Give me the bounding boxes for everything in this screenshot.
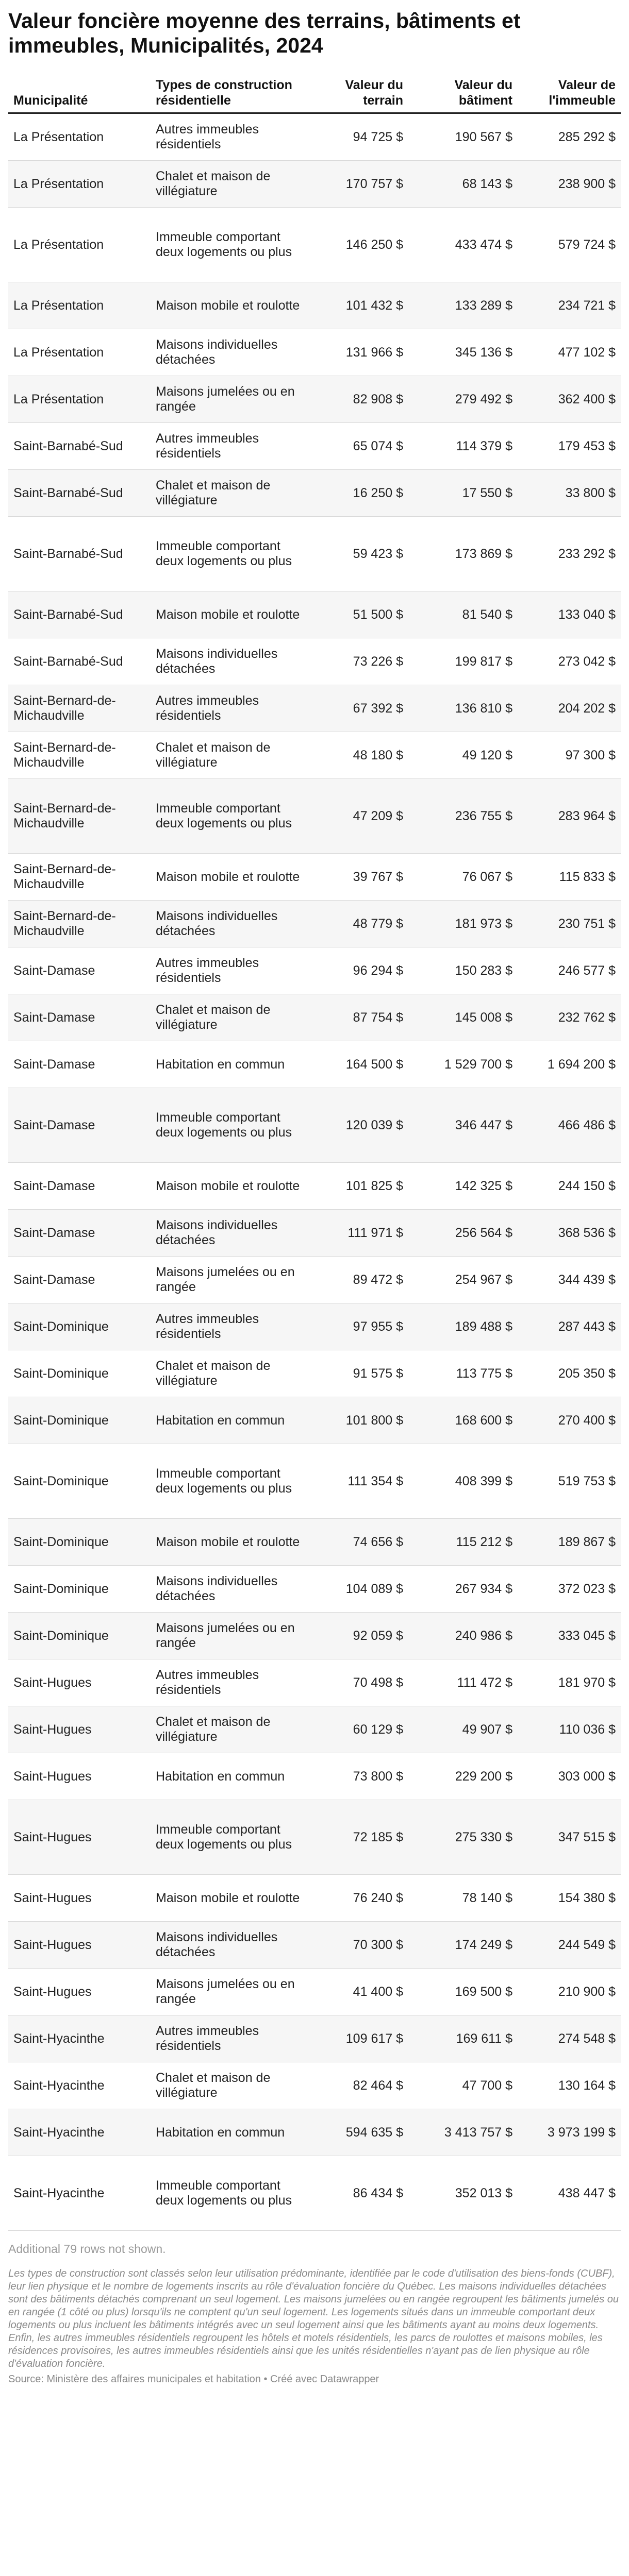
table-row — [8, 2062, 621, 2109]
cell-municipality: Saint-Damase — [8, 1163, 151, 1210]
table-row — [8, 423, 621, 470]
column-header-building-value[interactable]: Valeur du bâtiment — [408, 73, 518, 113]
cell-building-value: 169 500 $ — [408, 1969, 518, 2015]
cell-municipality: Saint-Damase — [8, 994, 151, 1041]
cell-property-value: 270 400 $ — [518, 1397, 621, 1444]
column-header-land-value[interactable]: Valeur du terrain — [305, 73, 408, 113]
cell-building-value: 346 447 $ — [408, 1088, 518, 1163]
cell-property-value: 1 694 200 $ — [518, 1041, 621, 1088]
cell-municipality: Saint-Hyacinthe — [8, 2109, 151, 2156]
cell-land-value: 47 209 $ — [305, 779, 408, 854]
cell-building-value: 115 212 $ — [408, 1519, 518, 1566]
cell-land-value: 111 354 $ — [305, 1444, 408, 1519]
cell-property-value: 189 867 $ — [518, 1519, 621, 1566]
cell-construction-type: Immeuble comportant deux logements ou plus — [151, 1444, 305, 1519]
cell-land-value: 89 472 $ — [305, 1257, 408, 1303]
cell-building-value: 1 529 700 $ — [408, 1041, 518, 1088]
table-row — [8, 1444, 621, 1519]
cell-municipality: Saint-Bernard-de-Michaudville — [8, 685, 151, 732]
table-row — [8, 2156, 621, 2231]
cell-land-value: 120 039 $ — [305, 1088, 408, 1163]
cell-municipality: La Présentation — [8, 113, 151, 161]
cell-building-value: 279 492 $ — [408, 376, 518, 423]
cell-property-value: 115 833 $ — [518, 854, 621, 901]
cell-building-value: 189 488 $ — [408, 1303, 518, 1350]
table-row — [8, 1350, 621, 1397]
cell-municipality: Saint-Barnabé-Sud — [8, 591, 151, 638]
table-row — [8, 854, 621, 901]
cell-building-value: 49 907 $ — [408, 1706, 518, 1753]
cell-property-value: 133 040 $ — [518, 591, 621, 638]
cell-municipality: Saint-Hugues — [8, 1922, 151, 1969]
table-row — [8, 113, 621, 161]
cell-land-value: 86 434 $ — [305, 2156, 408, 2231]
cell-property-value: 519 753 $ — [518, 1444, 621, 1519]
cell-building-value: 114 379 $ — [408, 423, 518, 470]
table-row — [8, 517, 621, 591]
table-row — [8, 1397, 621, 1444]
cell-land-value: 97 955 $ — [305, 1303, 408, 1350]
cell-property-value: 33 800 $ — [518, 470, 621, 517]
cell-construction-type: Maison mobile et roulotte — [151, 854, 305, 901]
cell-property-value: 210 900 $ — [518, 1969, 621, 2015]
cell-building-value: 275 330 $ — [408, 1800, 518, 1875]
cell-building-value: 136 810 $ — [408, 685, 518, 732]
cell-land-value: 594 635 $ — [305, 2109, 408, 2156]
cell-property-value: 466 486 $ — [518, 1088, 621, 1163]
cell-municipality: Saint-Bernard-de-Michaudville — [8, 854, 151, 901]
cell-land-value: 82 908 $ — [305, 376, 408, 423]
cell-municipality: Saint-Dominique — [8, 1303, 151, 1350]
table-row — [8, 994, 621, 1041]
cell-land-value: 70 498 $ — [305, 1659, 408, 1706]
column-header-type[interactable]: Types de construction résidentielle — [151, 73, 305, 113]
cell-construction-type: Autres immeubles résidentiels — [151, 1303, 305, 1350]
cell-building-value: 173 869 $ — [408, 517, 518, 591]
cell-land-value: 96 294 $ — [305, 947, 408, 994]
cell-municipality: Saint-Dominique — [8, 1397, 151, 1444]
cell-land-value: 146 250 $ — [305, 208, 408, 282]
cell-municipality: Saint-Damase — [8, 1088, 151, 1163]
cell-land-value: 65 074 $ — [305, 423, 408, 470]
more-rows-note: Additional 79 rows not shown. — [8, 2242, 166, 2256]
cell-building-value: 150 283 $ — [408, 947, 518, 994]
cell-construction-type: Maisons individuelles détachées — [151, 1566, 305, 1613]
cell-building-value: 236 755 $ — [408, 779, 518, 854]
header-row — [8, 73, 621, 113]
cell-building-value: 47 700 $ — [408, 2062, 518, 2109]
cell-property-value: 368 536 $ — [518, 1210, 621, 1257]
cell-property-value: 273 042 $ — [518, 638, 621, 685]
cell-construction-type: Maisons individuelles détachées — [151, 901, 305, 947]
cell-property-value: 97 300 $ — [518, 732, 621, 779]
cell-municipality: Saint-Dominique — [8, 1444, 151, 1519]
cell-municipality: Saint-Hyacinthe — [8, 2156, 151, 2231]
cell-construction-type: Maison mobile et roulotte — [151, 282, 305, 329]
cell-building-value: 81 540 $ — [408, 591, 518, 638]
cell-municipality: Saint-Barnabé-Sud — [8, 517, 151, 591]
table-row — [8, 1088, 621, 1163]
table-row — [8, 1753, 621, 1800]
table-row — [8, 376, 621, 423]
cell-land-value: 111 971 $ — [305, 1210, 408, 1257]
table-row — [8, 947, 621, 994]
table-row — [8, 1969, 621, 2015]
cell-construction-type: Chalet et maison de villégiature — [151, 1706, 305, 1753]
cell-municipality: Saint-Damase — [8, 1257, 151, 1303]
cell-land-value: 82 464 $ — [305, 2062, 408, 2109]
cell-building-value: 256 564 $ — [408, 1210, 518, 1257]
source-credit: Source: Ministère des affaires municipales et habitation • Créé avec Datawrapper — [8, 2374, 379, 2385]
cell-property-value: 347 515 $ — [518, 1800, 621, 1875]
cell-property-value: 438 447 $ — [518, 2156, 621, 2231]
cell-property-value: 362 400 $ — [518, 376, 621, 423]
cell-land-value: 72 185 $ — [305, 1800, 408, 1875]
cell-property-value: 179 453 $ — [518, 423, 621, 470]
cell-construction-type: Autres immeubles résidentiels — [151, 947, 305, 994]
cell-construction-type: Maison mobile et roulotte — [151, 1163, 305, 1210]
page-title: Valeur foncière moyenne des terrains, bâtiments et immeubles, Municipalités, 2024 — [8, 9, 521, 57]
cell-municipality: Saint-Hugues — [8, 1753, 151, 1800]
cell-property-value: 181 970 $ — [518, 1659, 621, 1706]
table-row — [8, 161, 621, 208]
cell-municipality: La Présentation — [8, 329, 151, 376]
cell-property-value: 579 724 $ — [518, 208, 621, 282]
cell-building-value: 169 611 $ — [408, 2015, 518, 2062]
table-row — [8, 732, 621, 779]
cell-land-value: 101 825 $ — [305, 1163, 408, 1210]
cell-building-value: 3 413 757 $ — [408, 2109, 518, 2156]
cell-construction-type: Maisons individuelles détachées — [151, 1922, 305, 1969]
cell-land-value: 48 180 $ — [305, 732, 408, 779]
cell-land-value: 94 725 $ — [305, 113, 408, 161]
cell-property-value: 154 380 $ — [518, 1875, 621, 1922]
cell-municipality: Saint-Hugues — [8, 1875, 151, 1922]
cell-property-value: 285 292 $ — [518, 113, 621, 161]
cell-municipality: Saint-Hugues — [8, 1659, 151, 1706]
cell-construction-type: Maisons jumelées ou en rangée — [151, 1613, 305, 1659]
cell-municipality: Saint-Hyacinthe — [8, 2015, 151, 2062]
cell-property-value: 232 762 $ — [518, 994, 621, 1041]
cell-building-value: 145 008 $ — [408, 994, 518, 1041]
table-row — [8, 1659, 621, 1706]
cell-property-value: 230 751 $ — [518, 901, 621, 947]
cell-building-value: 76 067 $ — [408, 854, 518, 901]
cell-construction-type: Autres immeubles résidentiels — [151, 2015, 305, 2062]
cell-property-value: 274 548 $ — [518, 2015, 621, 2062]
cell-property-value: 205 350 $ — [518, 1350, 621, 1397]
cell-construction-type: Maisons individuelles détachées — [151, 329, 305, 376]
cell-land-value: 59 423 $ — [305, 517, 408, 591]
cell-property-value: 303 000 $ — [518, 1753, 621, 1800]
cell-construction-type: Habitation en commun — [151, 2109, 305, 2156]
table-row — [8, 1613, 621, 1659]
cell-construction-type: Immeuble comportant deux logements ou plus — [151, 2156, 305, 2231]
cell-property-value: 130 164 $ — [518, 2062, 621, 2109]
cell-building-value: 190 567 $ — [408, 113, 518, 161]
cell-construction-type: Habitation en commun — [151, 1753, 305, 1800]
table-row — [8, 685, 621, 732]
cell-municipality: Saint-Bernard-de-Michaudville — [8, 732, 151, 779]
cell-land-value: 170 757 $ — [305, 161, 408, 208]
cell-property-value: 244 150 $ — [518, 1163, 621, 1210]
cell-construction-type: Habitation en commun — [151, 1041, 305, 1088]
cell-property-value: 246 577 $ — [518, 947, 621, 994]
table-row — [8, 1210, 621, 1257]
cell-construction-type: Chalet et maison de villégiature — [151, 470, 305, 517]
table-row — [8, 329, 621, 376]
cell-property-value: 344 439 $ — [518, 1257, 621, 1303]
cell-land-value: 70 300 $ — [305, 1922, 408, 1969]
table-header — [8, 73, 621, 113]
cell-land-value: 92 059 $ — [305, 1613, 408, 1659]
cell-building-value: 111 472 $ — [408, 1659, 518, 1706]
cell-municipality: Saint-Hugues — [8, 1969, 151, 2015]
cell-building-value: 267 934 $ — [408, 1566, 518, 1613]
cell-building-value: 133 289 $ — [408, 282, 518, 329]
cell-building-value: 433 474 $ — [408, 208, 518, 282]
cell-land-value: 131 966 $ — [305, 329, 408, 376]
table-row — [8, 901, 621, 947]
cell-construction-type: Chalet et maison de villégiature — [151, 994, 305, 1041]
cell-property-value: 283 964 $ — [518, 779, 621, 854]
cell-construction-type: Chalet et maison de villégiature — [151, 1350, 305, 1397]
cell-property-value: 477 102 $ — [518, 329, 621, 376]
cell-construction-type: Maisons jumelées ou en rangée — [151, 376, 305, 423]
cell-construction-type: Autres immeubles résidentiels — [151, 1659, 305, 1706]
cell-municipality: Saint-Bernard-de-Michaudville — [8, 779, 151, 854]
cell-land-value: 39 767 $ — [305, 854, 408, 901]
cell-building-value: 17 550 $ — [408, 470, 518, 517]
cell-construction-type: Chalet et maison de villégiature — [151, 732, 305, 779]
cell-construction-type: Maison mobile et roulotte — [151, 1875, 305, 1922]
cell-municipality: Saint-Hugues — [8, 1800, 151, 1875]
cell-building-value: 408 399 $ — [408, 1444, 518, 1519]
cell-building-value: 199 817 $ — [408, 638, 518, 685]
cell-construction-type: Chalet et maison de villégiature — [151, 2062, 305, 2109]
cell-land-value: 101 800 $ — [305, 1397, 408, 1444]
cell-land-value: 60 129 $ — [305, 1706, 408, 1753]
data-table — [8, 73, 621, 2231]
cell-land-value: 76 240 $ — [305, 1875, 408, 1922]
cell-construction-type: Maison mobile et roulotte — [151, 1519, 305, 1566]
cell-land-value: 87 754 $ — [305, 994, 408, 1041]
cell-land-value: 41 400 $ — [305, 1969, 408, 2015]
cell-municipality: Saint-Dominique — [8, 1566, 151, 1613]
footnote: Les types de construction sont classés selon leur utilisation prédominante, identifiée par le code d'utilisation des biens-fonds (CUBF), leur lien physique et le nombre de logements inscrits au rôle d'évaluation foncière du Québec. Les maisons individuelles détachées sont des bâtiments détachés comprenant un seul logement. Les maisons jumelées ou en rangée regroupent les bâtiments jumelés ou en rangée (1 côté ou plus) lorsqu'ils ne comptent qu'un seul logement. Les logements situés dans un immeuble comportant deux logements ou plus incluent les bâtiments intégrés avec un seul logement ainsi que les bâtiments ayant au moins deux logements. Enfin, les autres immeubles résidentiels regroupent les hôtels et motels résidentiels, les parcs de roulottes et maisons mobiles, les résidences provisoires, les autres immeubles résidentiels ainsi que les unités résidentielles n'ayant pas de lien physique au rôle d'évaluation foncière. — [8, 2268, 619, 2369]
cell-land-value: 51 500 $ — [305, 591, 408, 638]
cell-municipality: Saint-Barnabé-Sud — [8, 423, 151, 470]
table-row — [8, 208, 621, 282]
table-row — [8, 779, 621, 854]
cell-land-value: 91 575 $ — [305, 1350, 408, 1397]
cell-municipality: La Présentation — [8, 282, 151, 329]
cell-construction-type: Maisons jumelées ou en rangée — [151, 1969, 305, 2015]
table-row — [8, 2109, 621, 2156]
cell-land-value: 73 800 $ — [305, 1753, 408, 1800]
table-body — [8, 113, 621, 2231]
cell-building-value: 49 120 $ — [408, 732, 518, 779]
cell-construction-type: Immeuble comportant deux logements ou plus — [151, 779, 305, 854]
cell-municipality: Saint-Bernard-de-Michaudville — [8, 901, 151, 947]
cell-building-value: 181 973 $ — [408, 901, 518, 947]
cell-construction-type: Maisons individuelles détachées — [151, 1210, 305, 1257]
cell-municipality: Saint-Hugues — [8, 1706, 151, 1753]
cell-municipality: La Présentation — [8, 376, 151, 423]
cell-construction-type: Habitation en commun — [151, 1397, 305, 1444]
cell-building-value: 352 013 $ — [408, 2156, 518, 2231]
cell-property-value: 333 045 $ — [518, 1613, 621, 1659]
table-row — [8, 1922, 621, 1969]
cell-municipality: Saint-Dominique — [8, 1350, 151, 1397]
table-row — [8, 2015, 621, 2062]
table-row — [8, 282, 621, 329]
cell-property-value: 3 973 199 $ — [518, 2109, 621, 2156]
table-row — [8, 1303, 621, 1350]
cell-construction-type: Maisons individuelles détachées — [151, 638, 305, 685]
cell-property-value: 204 202 $ — [518, 685, 621, 732]
cell-property-value: 244 549 $ — [518, 1922, 621, 1969]
cell-municipality: La Présentation — [8, 208, 151, 282]
table-row — [8, 1163, 621, 1210]
cell-construction-type: Immeuble comportant deux logements ou plus — [151, 208, 305, 282]
cell-building-value: 168 600 $ — [408, 1397, 518, 1444]
cell-land-value: 67 392 $ — [305, 685, 408, 732]
cell-land-value: 164 500 $ — [305, 1041, 408, 1088]
cell-municipality: Saint-Damase — [8, 947, 151, 994]
cell-building-value: 240 986 $ — [408, 1613, 518, 1659]
table-row — [8, 1706, 621, 1753]
cell-municipality: Saint-Barnabé-Sud — [8, 638, 151, 685]
cell-property-value: 372 023 $ — [518, 1566, 621, 1613]
cell-municipality: Saint-Dominique — [8, 1519, 151, 1566]
table-row — [8, 591, 621, 638]
cell-land-value: 73 226 $ — [305, 638, 408, 685]
cell-property-value: 234 721 $ — [518, 282, 621, 329]
table-row — [8, 1519, 621, 1566]
cell-building-value: 174 249 $ — [408, 1922, 518, 1969]
column-header-property-value[interactable]: Valeur de l'immeuble — [518, 73, 621, 113]
table-row — [8, 1257, 621, 1303]
cell-property-value: 110 036 $ — [518, 1706, 621, 1753]
cell-construction-type: Maison mobile et roulotte — [151, 591, 305, 638]
cell-construction-type: Immeuble comportant deux logements ou plus — [151, 1800, 305, 1875]
table-row — [8, 1800, 621, 1875]
cell-construction-type: Autres immeubles résidentiels — [151, 113, 305, 161]
table-row — [8, 1041, 621, 1088]
cell-construction-type: Autres immeubles résidentiels — [151, 423, 305, 470]
cell-building-value: 254 967 $ — [408, 1257, 518, 1303]
cell-building-value: 345 136 $ — [408, 329, 518, 376]
cell-land-value: 101 432 $ — [305, 282, 408, 329]
cell-land-value: 104 089 $ — [305, 1566, 408, 1613]
cell-construction-type: Maisons jumelées ou en rangée — [151, 1257, 305, 1303]
cell-construction-type: Autres immeubles résidentiels — [151, 685, 305, 732]
cell-construction-type: Chalet et maison de villégiature — [151, 161, 305, 208]
cell-building-value: 68 143 $ — [408, 161, 518, 208]
cell-municipality: Saint-Barnabé-Sud — [8, 470, 151, 517]
cell-construction-type: Immeuble comportant deux logements ou plus — [151, 1088, 305, 1163]
cell-property-value: 238 900 $ — [518, 161, 621, 208]
cell-municipality: Saint-Dominique — [8, 1613, 151, 1659]
cell-land-value: 16 250 $ — [305, 470, 408, 517]
cell-building-value: 229 200 $ — [408, 1753, 518, 1800]
column-header-municipality[interactable]: Municipalité — [8, 73, 151, 113]
cell-property-value: 233 292 $ — [518, 517, 621, 591]
cell-construction-type: Immeuble comportant deux logements ou plus — [151, 517, 305, 591]
cell-building-value: 142 325 $ — [408, 1163, 518, 1210]
cell-property-value: 287 443 $ — [518, 1303, 621, 1350]
table-row — [8, 1875, 621, 1922]
table-row — [8, 638, 621, 685]
cell-land-value: 109 617 $ — [305, 2015, 408, 2062]
table-row — [8, 470, 621, 517]
cell-building-value: 113 775 $ — [408, 1350, 518, 1397]
cell-municipality: Saint-Damase — [8, 1041, 151, 1088]
cell-land-value: 74 656 $ — [305, 1519, 408, 1566]
table-row — [8, 1566, 621, 1613]
cell-land-value: 48 779 $ — [305, 901, 408, 947]
cell-building-value: 78 140 $ — [408, 1875, 518, 1922]
cell-municipality: Saint-Hyacinthe — [8, 2062, 151, 2109]
cell-municipality: Saint-Damase — [8, 1210, 151, 1257]
cell-municipality: La Présentation — [8, 161, 151, 208]
